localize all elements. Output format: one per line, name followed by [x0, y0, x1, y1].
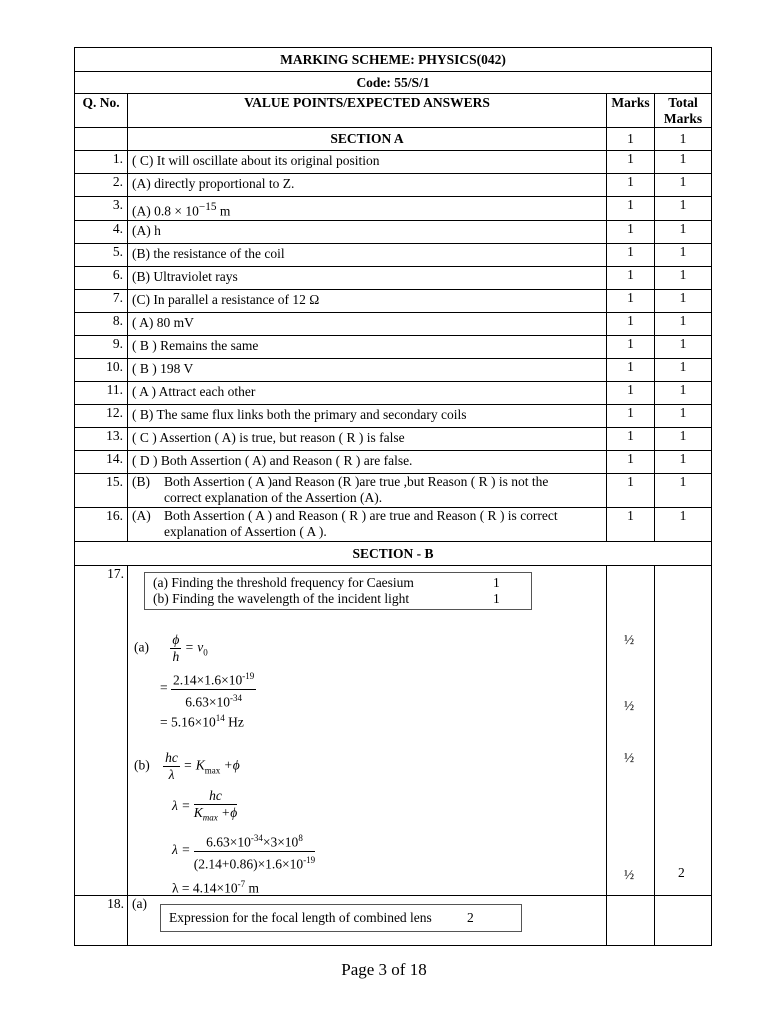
- hc-symbol: hc: [165, 750, 178, 765]
- b3-fraction: [194, 830, 315, 872]
- answer-cell: [128, 151, 607, 174]
- b2-k-subscript: max: [202, 812, 218, 823]
- q17-a-result: [160, 710, 244, 731]
- table-row: [75, 151, 712, 174]
- table-row-q18: [75, 896, 712, 946]
- marks-cell: 1: [607, 405, 655, 428]
- section-a-total: 1: [655, 128, 712, 151]
- q17-marking-box: [144, 572, 532, 610]
- answer-cell: [128, 405, 607, 428]
- table-row: [75, 197, 712, 221]
- table-row-q16: [75, 508, 712, 542]
- a-numerator: 2.14×1.6×10: [173, 672, 243, 688]
- total-cell: 1: [655, 244, 712, 267]
- part-b-label: (b): [134, 757, 150, 773]
- question-number: 15.: [75, 474, 128, 508]
- col-header-answers: VALUE POINTS/EXPECTED ANSWERS: [128, 94, 607, 128]
- q17-box-mark-b: 1: [493, 591, 500, 606]
- marks-cell: 1: [607, 451, 655, 474]
- answer-cell: [128, 382, 607, 405]
- answer-cell: [128, 428, 607, 451]
- eq-nu: = ν: [184, 639, 204, 655]
- answer-text: ( B ) 198 V: [132, 361, 194, 376]
- b2-den-tail: +ϕ: [217, 805, 238, 820]
- section-a-title: SECTION A: [128, 128, 607, 151]
- marks-cell: 1: [607, 244, 655, 267]
- answer-text: ( A) 80 mV: [132, 315, 194, 330]
- total-cell: 1: [655, 151, 712, 174]
- q17-b-step2: [172, 788, 237, 826]
- q18-total-cell: [655, 896, 712, 946]
- answer-cell: [128, 221, 607, 244]
- total-cell: 1: [655, 451, 712, 474]
- answer-text-line1: Both Assertion ( A ) and Reason ( R ) are true and Reason ( R ) is correct: [164, 508, 558, 523]
- answer-cell: [128, 174, 607, 197]
- answer-cell: [128, 267, 607, 290]
- a-result-exp: 14: [215, 713, 225, 723]
- answer-text: (C) In parallel a resistance of 12 Ω: [132, 292, 320, 307]
- marking-scheme-table: [74, 47, 712, 946]
- half-mark-3: ½: [624, 750, 635, 765]
- half-mark-2: ½: [624, 698, 635, 713]
- marks-cell: 1: [607, 267, 655, 290]
- q18-answer-cell: [128, 896, 607, 946]
- half-mark-4: ½: [624, 867, 635, 882]
- b3-num-tail-exp: 8: [298, 833, 303, 843]
- answer-text: ( C) It will oscillate about its original position: [132, 153, 380, 168]
- question-number: 5.: [75, 244, 128, 267]
- total-cell: 1: [655, 382, 712, 405]
- lambda-eq: λ =: [172, 842, 191, 858]
- answer-cell: [128, 451, 607, 474]
- question-number: 18.: [75, 896, 128, 946]
- question-number: 2.: [75, 174, 128, 197]
- col-header-marks: Marks: [607, 94, 655, 128]
- col-header-qno: Q. No.: [75, 94, 128, 128]
- q17-part-b: [134, 750, 240, 783]
- k-subscript: max: [204, 765, 221, 776]
- q18-part-label: (a): [132, 896, 147, 911]
- mcq-rows: [75, 151, 712, 474]
- col-header-total: Total Marks: [655, 94, 712, 128]
- a-den-exp: -34: [229, 692, 242, 703]
- q17-answer-cell: [128, 566, 607, 896]
- b2-denominator: K: [193, 805, 203, 820]
- question-number: 8.: [75, 313, 128, 336]
- b3-den-exp: -19: [303, 854, 316, 865]
- answer-text: (A) 0.8 × 10: [132, 203, 199, 219]
- h-symbol: h: [172, 649, 180, 664]
- question-number: 14.: [75, 451, 128, 474]
- marks-cell: 1: [607, 428, 655, 451]
- question-number: 6.: [75, 267, 128, 290]
- q17-box-mark-a: 1: [493, 575, 500, 590]
- marks-cell: 1: [607, 151, 655, 174]
- marks-cell: 1: [607, 313, 655, 336]
- section-a-empty: [75, 128, 128, 151]
- marks-cell: 1: [607, 382, 655, 405]
- question-number: 17.: [75, 566, 128, 896]
- answer-text: (A) h: [132, 223, 161, 238]
- q17-box-line-b: (b) Finding the wavelength of the incident light: [153, 591, 410, 606]
- table-row: [75, 428, 712, 451]
- table-row: [75, 221, 712, 244]
- answer-text-line1: Both Assertion ( A )and Reason (R )are true ,but Reason ( R ) is not the: [164, 474, 549, 489]
- a-result: = 5.16×10: [160, 714, 216, 730]
- q18-box-mark: 2: [467, 910, 474, 925]
- q17-b-step3: [172, 830, 315, 872]
- answer-cell: [128, 474, 607, 508]
- answer-cell: [128, 359, 607, 382]
- answer-text: ( D ) Both Assertion ( A) and Reason ( R ) are false.: [132, 453, 413, 468]
- q17-marks-cell: [607, 566, 655, 896]
- table-row: [75, 174, 712, 197]
- table-row: [75, 405, 712, 428]
- question-number: 9.: [75, 336, 128, 359]
- b3-numerator: 6.63×10: [206, 834, 251, 850]
- table-row-q15: [75, 474, 712, 508]
- question-number: 7.: [75, 290, 128, 313]
- eq-k: = K: [183, 757, 205, 773]
- table-row: [75, 451, 712, 474]
- answer-cell: [128, 244, 607, 267]
- q17-total: 2: [678, 865, 685, 880]
- a-result-unit: Hz: [224, 714, 244, 730]
- nu-subscript: 0: [203, 647, 208, 658]
- total-cell: 1: [655, 508, 712, 542]
- marks-cell: 1: [607, 221, 655, 244]
- total-cell: 1: [655, 359, 712, 382]
- total-cell: 1: [655, 174, 712, 197]
- b2-fraction: [194, 788, 238, 826]
- question-number: 12.: [75, 405, 128, 428]
- table-row: [75, 267, 712, 290]
- a-denominator: 6.63×10: [185, 694, 230, 709]
- b-result-exp: -7: [237, 879, 246, 889]
- answer-text-line2: explanation of Assertion ( A ).: [164, 524, 327, 539]
- phi-symbol: ϕ: [172, 632, 180, 647]
- q18-marks-cell: [607, 896, 655, 946]
- marks-cell: 1: [607, 197, 655, 221]
- q17-part-a: [134, 632, 208, 665]
- total-cell: 1: [655, 267, 712, 290]
- part-a-label: (a): [134, 639, 149, 655]
- table-row: [75, 313, 712, 336]
- scheme-code: Code: 55/S/1: [75, 72, 712, 94]
- phi-over-h: [170, 632, 181, 665]
- b3-denominator: (2.14+0.86)×1.6×10: [193, 856, 304, 871]
- marks-cell: 1: [607, 359, 655, 382]
- plus-phi: +ϕ: [220, 757, 240, 773]
- q17-total-cell: [655, 566, 712, 896]
- total-cell: 1: [655, 428, 712, 451]
- total-cell: 1: [655, 405, 712, 428]
- answer-text: ( A ) Attract each other: [132, 384, 256, 399]
- total-cell: 1: [655, 313, 712, 336]
- table-row: [75, 244, 712, 267]
- a-num-exp: -19: [242, 671, 255, 681]
- section-b-title: SECTION - B: [75, 542, 712, 566]
- table-row: [75, 336, 712, 359]
- question-number: 10.: [75, 359, 128, 382]
- q18-marking-box: [160, 904, 522, 932]
- b3-num-tail: ×3×10: [262, 834, 299, 850]
- b3-num-exp: -34: [250, 833, 263, 843]
- hc-over-lambda: [163, 750, 180, 783]
- q17-a-calc: = $\frac{2.14\times 1.6\times 10^{-19}}{6.63\times 10^{-34}}$: [160, 668, 256, 710]
- total-cell: 1: [655, 336, 712, 359]
- q17-box-line-a: (a) Finding the threshold frequency for Caesium: [153, 575, 414, 590]
- b-result: λ = 4.14×10: [172, 880, 238, 896]
- question-number: 16.: [75, 508, 128, 542]
- total-cell: 1: [655, 290, 712, 313]
- answer-text: (B) Ultraviolet rays: [132, 269, 238, 284]
- lambda-symbol: λ: [168, 767, 175, 782]
- table-row: [75, 359, 712, 382]
- lambda-eq: λ =: [172, 797, 191, 813]
- page-footer: Page 3 of 18: [341, 960, 427, 979]
- q17-b-result: [172, 876, 259, 897]
- answer-text: (A) directly proportional to Z.: [132, 176, 295, 191]
- answer-exponent: −15: [198, 201, 217, 213]
- table-row-q17: [75, 566, 712, 896]
- total-cell: 1: [655, 221, 712, 244]
- option-label: (A): [132, 508, 151, 523]
- total-cell: 1: [655, 474, 712, 508]
- a-fraction: [171, 668, 256, 710]
- half-mark-1: ½: [624, 632, 635, 647]
- answer-cell: [128, 313, 607, 336]
- marks-cell: 1: [607, 474, 655, 508]
- b-result-unit: m: [245, 880, 260, 896]
- answer-cell: [128, 336, 607, 359]
- answer-cell: [128, 508, 607, 542]
- marks-cell: 1: [607, 336, 655, 359]
- question-number: 1.: [75, 151, 128, 174]
- section-a-marks: 1: [607, 128, 655, 151]
- answer-text: ( B ) Remains the same: [132, 338, 259, 353]
- option-label: (B): [132, 474, 150, 489]
- answer-text: ( C ) Assertion ( A) is true, but reason ( R ) is false: [132, 430, 405, 445]
- answer-cell: [128, 290, 607, 313]
- marks-cell: 1: [607, 174, 655, 197]
- table-row: [75, 382, 712, 405]
- answer-text: (B) the resistance of the coil: [132, 246, 285, 261]
- question-number: 11.: [75, 382, 128, 405]
- scheme-title: MARKING SCHEME: PHYSICS(042): [75, 48, 712, 72]
- marks-cell: 1: [607, 290, 655, 313]
- table-row: [75, 290, 712, 313]
- b2-numerator: hc: [194, 788, 238, 805]
- marks-cell: 1: [607, 508, 655, 542]
- question-number: 13.: [75, 428, 128, 451]
- total-cell: 1: [655, 197, 712, 221]
- question-number: 3.: [75, 197, 128, 221]
- answer-text: ( B) The same flux links both the primary and secondary coils: [132, 407, 467, 422]
- question-number: 4.: [75, 221, 128, 244]
- q18-box-text: Expression for the focal length of combined lens: [169, 910, 432, 925]
- answer-text-line2: correct explanation of the Assertion (A).: [164, 490, 383, 505]
- answer-unit: m: [216, 203, 231, 219]
- answer-cell: [128, 197, 607, 221]
